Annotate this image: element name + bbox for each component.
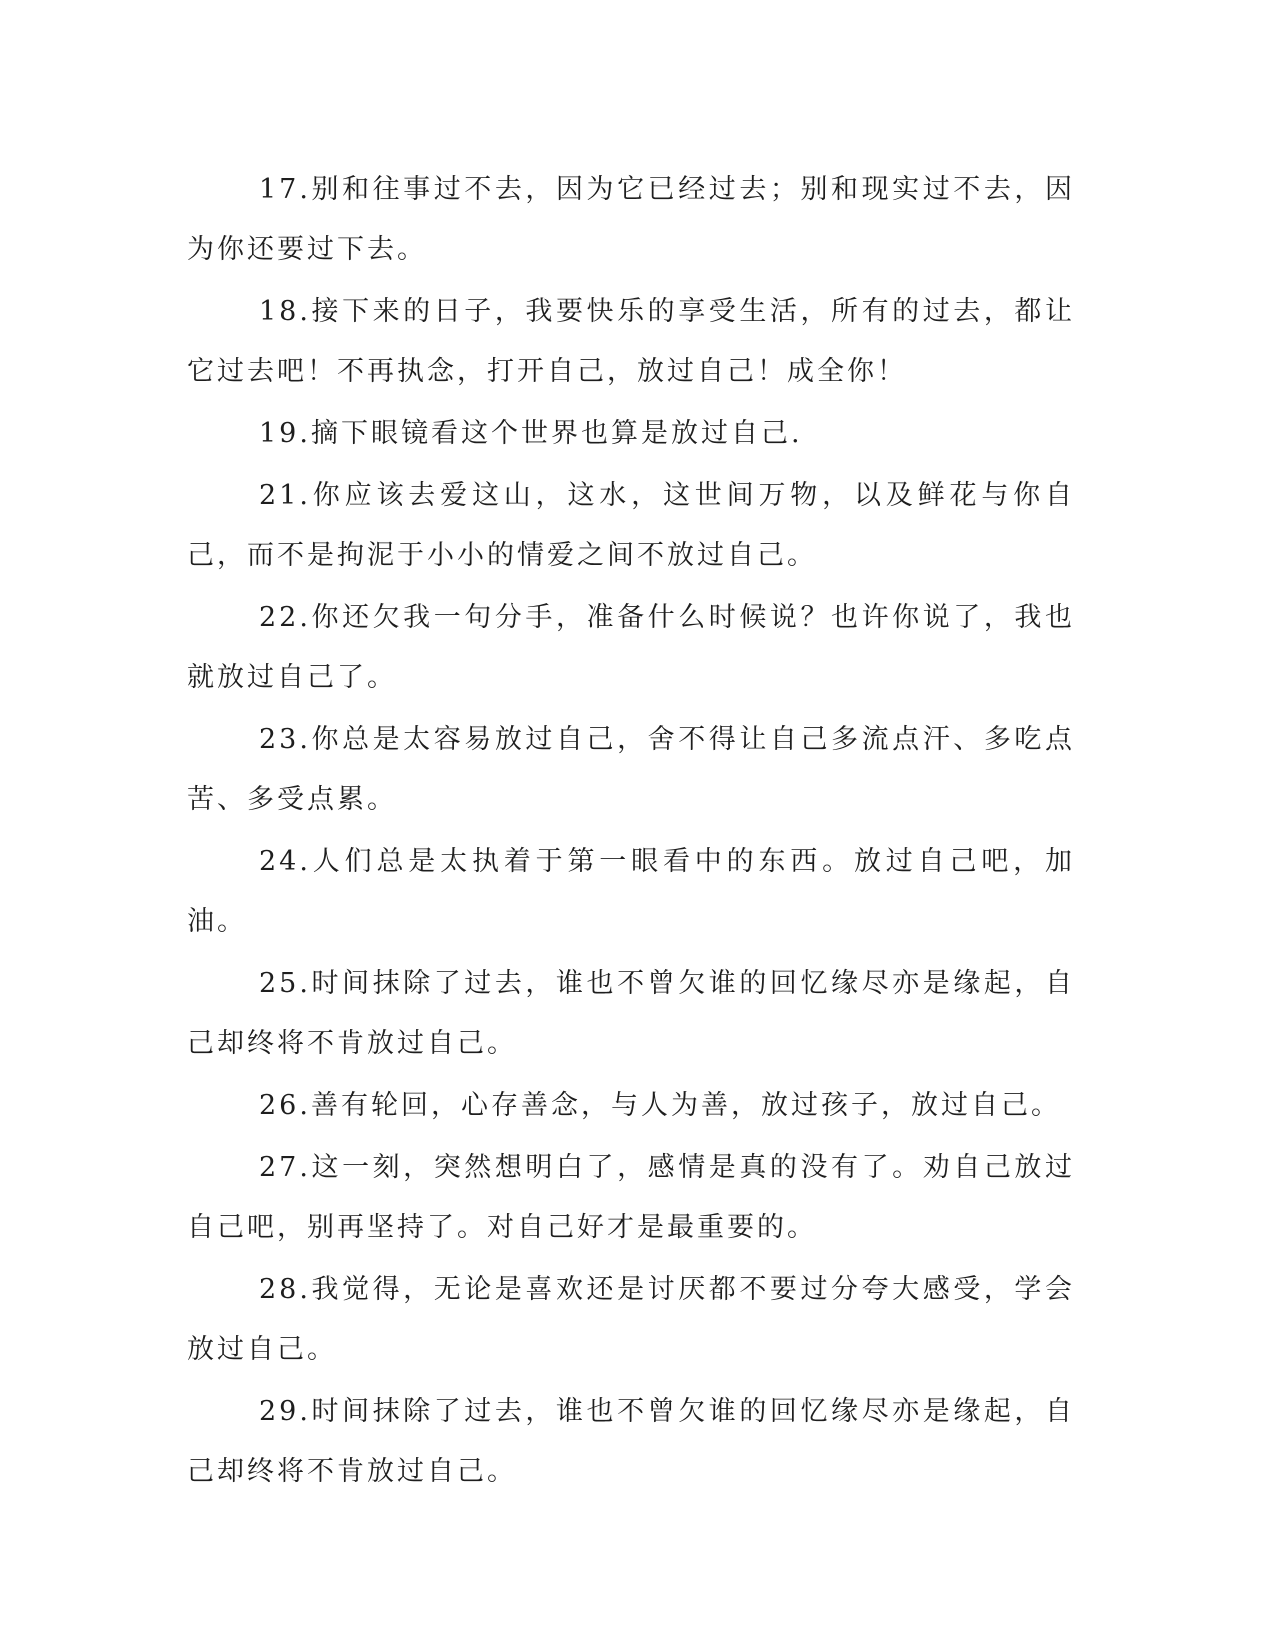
paragraph-24: 24.人们总是太执着于第一眼看中的东西。放过自己吧，加油。 — [187, 846, 1075, 937]
paragraph-19: 19.摘下眼镜看这个世界也算是放过自己. — [259, 418, 803, 449]
paragraph-28: 28.我觉得，无论是喜欢还是讨厌都不要过分夸大感受，学会放过自己。 — [187, 1274, 1075, 1365]
paragraph-27: 27.这一刻，突然想明白了，感情是真的没有了。劝自己放过自己吧，别再坚持了。对自己好才是最重要的。 — [187, 1152, 1075, 1243]
paragraph-25: 25.时间抹除了过去，谁也不曾欠谁的回忆缘尽亦是缘起，自己却终将不肯放过自己。 — [187, 968, 1075, 1059]
paragraph-17: 17.别和往事过不去，因为它已经过去；别和现实过不去，因为你还要过下去。 — [187, 174, 1075, 265]
paragraph-21: 21.你应该去爱这山，这水，这世间万物，以及鲜花与你自己，而不是拘泥于小小的情爱之间不放过自己。 — [187, 480, 1075, 571]
paragraph-26: 26.善有轮回，心存善念，与人为善，放过孩子，放过自己。 — [259, 1090, 1061, 1121]
document-body — [187, 160, 1075, 1504]
paragraph-22: 22.你还欠我一句分手，准备什么时候说？也许你说了，我也就放过自己了。 — [187, 602, 1075, 693]
paragraph-18: 18.接下来的日子，我要快乐的享受生活，所有的过去，都让它过去吧！不再执念，打开自己，放过自己！成全你！ — [187, 296, 1075, 387]
paragraph-23: 23.你总是太容易放过自己，舍不得让自己多流点汗、多吃点苦、多受点累。 — [187, 724, 1075, 815]
paragraph-29: 29.时间抹除了过去，谁也不曾欠谁的回忆缘尽亦是缘起，自己却终将不肯放过自己。 — [187, 1396, 1075, 1487]
